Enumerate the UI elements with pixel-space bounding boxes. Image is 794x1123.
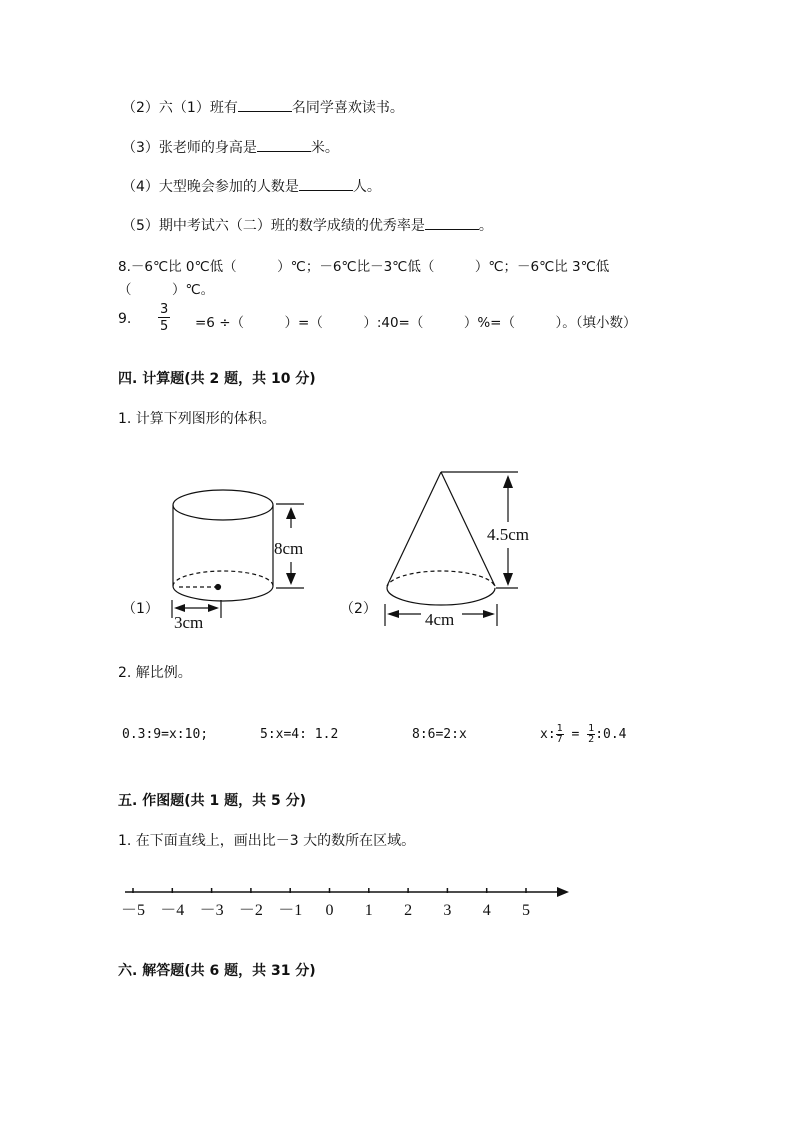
q9-number: 9. [118, 311, 132, 327]
arrow-up-icon [503, 475, 513, 488]
number-line-label: －5 [120, 902, 146, 919]
cylinder-height-label: 8cm [274, 539, 304, 558]
arrow-right-icon [483, 610, 495, 618]
q8-line2: （ ）℃。 [118, 282, 215, 298]
arrow-left-icon [174, 604, 185, 612]
figure1-label: （1） [122, 601, 159, 617]
equation-2: 5:x=4: 1.2 [260, 727, 339, 742]
number-line-label: －3 [199, 902, 224, 919]
number-line-label: －4 [160, 902, 185, 919]
arrow-right-icon [208, 604, 219, 612]
number-line-label: －2 [238, 902, 263, 919]
q9-fraction-numerator: 3 [160, 302, 169, 317]
cylinder-radius-label: 3cm [174, 613, 204, 632]
q7-item2-suffix: 名同学喜欢读书。 [291, 100, 404, 116]
section4-q2: 2. 解比例。 [118, 665, 192, 681]
fraction-denominator: 2 [588, 734, 595, 745]
q7-item2-text: （2）六（1）班有 [122, 100, 238, 116]
number-line-label: 2 [404, 902, 413, 919]
section6-title: 六. 解答题(共 6 题，共 31 分) [118, 963, 316, 979]
number-line-label: 3 [443, 902, 452, 919]
arrow-left-icon [387, 610, 399, 618]
number-line-label: －1 [278, 902, 303, 919]
arrow-down-icon [286, 573, 296, 585]
q7-item5-suffix: 。 [478, 218, 493, 234]
q8-line1: 8.－6℃比 0℃低（ ）℃；－6℃比－3℃低（ ）℃；－6℃比 3℃低 [118, 259, 610, 275]
arrow-down-icon [503, 573, 513, 586]
q9-rest: =6 ÷（ ）=（ ）:40=（ ）%=（ ）。（填小数） [195, 315, 637, 331]
fraction-numerator: 1 [588, 723, 595, 734]
equation-4 [540, 724, 627, 745]
equation-1: 0.3:9=x:10; [122, 727, 209, 742]
fraction-numerator: 1 [556, 723, 563, 734]
q7-item4-suffix: 人。 [352, 179, 381, 195]
q7-item3-text: （3）张老师的身高是 [122, 140, 257, 156]
arrow-right-icon [557, 887, 569, 897]
section5-q1: 1. 在下面直线上，画出比－3 大的数所在区域。 [118, 833, 416, 849]
number-line-label: 4 [482, 902, 491, 919]
q7-item5-text: （5）期中考试六（二）班的数学成绩的优秀率是 [122, 218, 425, 234]
q9-fraction-denominator: 5 [160, 319, 169, 334]
equation-4-suffix: :0.4 [595, 727, 627, 742]
figure2-label: （2） [340, 601, 377, 617]
section4-q1: 1. 计算下列图形的体积。 [118, 411, 276, 427]
cone-height-label: 4.5cm [487, 525, 530, 544]
section5-title: 五. 作图题(共 1 题，共 5 分) [118, 793, 306, 809]
q7-item3-suffix: 米。 [310, 140, 339, 156]
number-line-label: 0 [325, 902, 334, 919]
arrow-up-icon [286, 507, 296, 519]
equation-3: 8:6=2:x [412, 727, 467, 742]
fraction-denominator: 7 [556, 734, 563, 745]
equals-sign: = [571, 727, 580, 742]
number-line-label: 5 [522, 902, 530, 919]
q7-item4-text: （4）大型晚会参加的人数是 [122, 179, 299, 195]
cone-diameter-label: 4cm [425, 610, 455, 629]
section4-title: 四. 计算题(共 2 题，共 10 分) [118, 371, 316, 387]
equation-4-prefix: x: [540, 727, 556, 742]
number-line-label: 1 [364, 902, 373, 919]
cone-figure [385, 472, 518, 626]
number-line-labels [121, 902, 530, 919]
